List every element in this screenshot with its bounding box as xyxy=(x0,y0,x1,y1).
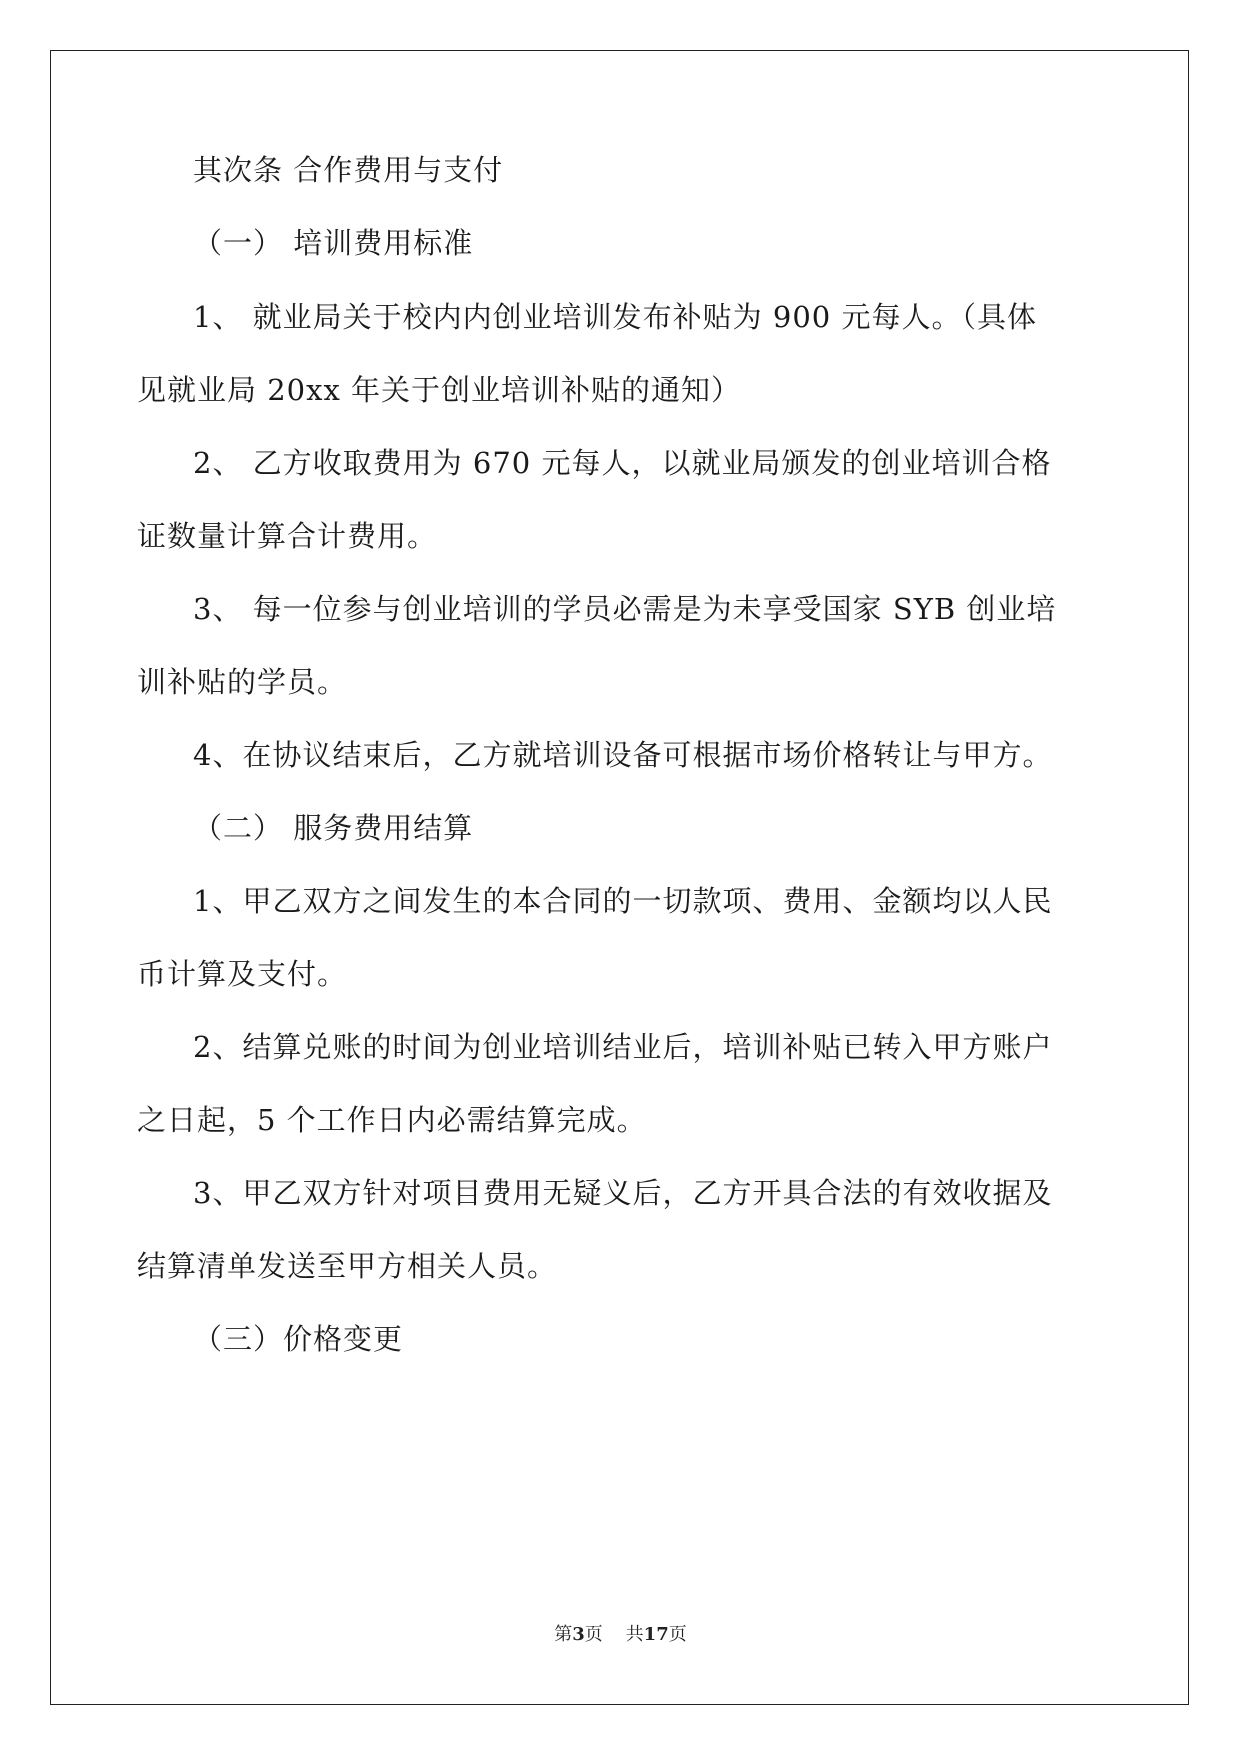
total-suffix: 页 xyxy=(668,1624,687,1645)
page-footer xyxy=(0,1623,1241,1647)
paragraph-line: 见就业局 20xx 年关于创业培训补贴的通知） xyxy=(137,373,742,407)
page-total: 17 xyxy=(643,1624,669,1645)
page-current: 3 xyxy=(572,1624,585,1645)
paragraph-line: 训补贴的学员。 xyxy=(137,665,348,699)
page-prefix: 第 xyxy=(554,1624,573,1645)
paragraph-line: 1、 就业局关于校内内创业培训发布补贴为 900 元每人。（具体 xyxy=(193,300,1037,334)
paragraph-line: 之日起，5 个工作日内必需结算完成。 xyxy=(137,1103,647,1137)
section-heading-2: （二） 服务费用结算 xyxy=(193,811,474,845)
paragraph-line: 2、结算兑账的时间为创业培训结业后，培训补贴已转入甲方账户 xyxy=(193,1030,1053,1064)
total-prefix: 共 xyxy=(625,1624,644,1645)
section-heading-1: （一） 培训费用标准 xyxy=(193,226,474,260)
paragraph-line: 1、甲乙双方之间发生的本合同的一切款项、费用、金额均以人民 xyxy=(193,884,1053,918)
paragraph-line: 4、在协议结束后，乙方就培训设备可根据市场价格转让与甲方。 xyxy=(193,738,1053,772)
paragraph-line: 2、 乙方收取费用为 670 元每人，以就业局颁发的创业培训合格 xyxy=(193,446,1052,480)
section-heading-3: （三）价格变更 xyxy=(193,1322,404,1356)
paragraph-line: 3、 每一位参与创业培训的学员必需是为未享受国家 SYB 创业培 xyxy=(193,592,1057,626)
paragraph-line: 证数量计算合计费用。 xyxy=(137,519,438,553)
paragraph-line: 3、甲乙双方针对项目费用无疑义后，乙方开具合法的有效收据及 xyxy=(193,1176,1053,1210)
article-heading: 其次条 合作费用与支付 xyxy=(193,153,504,187)
paragraph-line: 结算清单发送至甲方相关人员。 xyxy=(137,1249,558,1283)
page-suffix: 页 xyxy=(584,1624,603,1645)
paragraph-line: 币计算及支付。 xyxy=(137,957,348,991)
